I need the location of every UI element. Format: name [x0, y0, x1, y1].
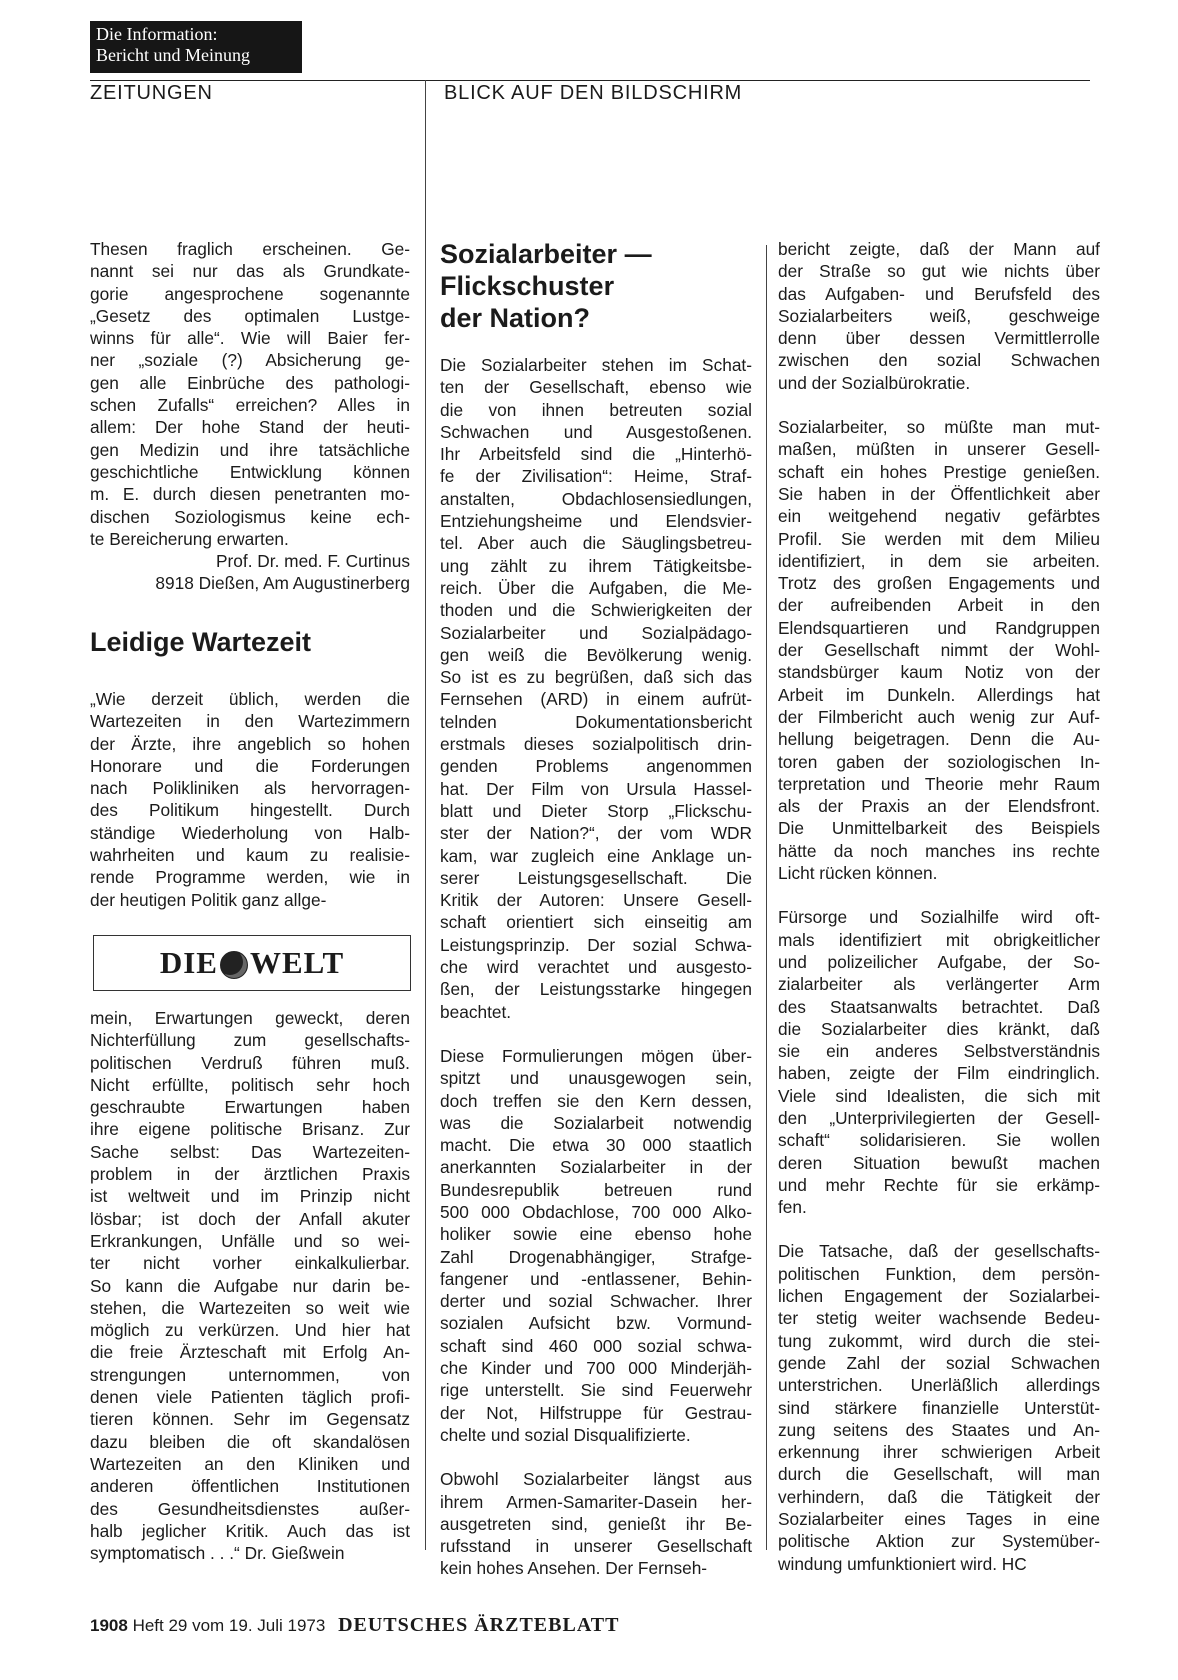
text-line: geschichtliche Entwicklung können — [90, 461, 410, 482]
text-line: verhindern, daß die Tätigkeit der — [778, 1486, 1100, 1507]
text-line: Zahl Drogenabhängiger, Strafge- — [440, 1246, 752, 1267]
text-line: des Gesundheitsdienstes außer- — [90, 1498, 410, 1519]
text-line: Nicht erfüllte, politisch sehr hoch — [90, 1074, 410, 1095]
text-line: Sozialarbeiters weiß, geschweige — [778, 305, 1100, 326]
text-line: anderen öffentlichen Institutionen — [90, 1476, 410, 1497]
text-line: der Straße so gut wie nichts über — [778, 261, 1100, 282]
text-line: doch treffen sie den Kern dessen, — [440, 1090, 752, 1111]
text-line: che wird verachtet und ausgesto- — [440, 957, 752, 978]
text-line: che Kinder und 700 000 Minderjäh- — [440, 1358, 752, 1379]
article-headline-wartezeit: Leidige Wartezeit — [90, 627, 312, 657]
text-line: Sozialarbeiter eines Tages in eine — [778, 1509, 1100, 1530]
text-line: zung seitens des Staates und An- — [778, 1419, 1100, 1440]
text-line: geschraubte Erwartungen haben — [90, 1097, 410, 1118]
text-line: Honorare und die Forderungen — [90, 755, 410, 776]
wartezeit-text-top — [90, 688, 410, 911]
text-line: durch die Gesellschaft, will man — [778, 1464, 1100, 1485]
text-line: tieren können. Sehr im Gegensatz — [90, 1409, 410, 1430]
text-line: der aufreibenden Arbeit in den — [778, 595, 1100, 616]
text-line: Schwachen und Ausgestoßenen. — [440, 421, 752, 442]
text-line: symptomatisch . . .“ Dr. Gießwein — [90, 1543, 345, 1564]
text-line: den „Unterprivilegierten der Gesell- — [778, 1107, 1100, 1128]
text-line: stehen, die Wartezeiten so weit wie — [90, 1297, 410, 1318]
text-line: wahrheiten und kaum zu realisie- — [90, 845, 410, 866]
text-line: die freie Ärzteschaft mit Erfolg An- — [90, 1342, 410, 1363]
text-line: Elendsquartieren und Randgruppen — [778, 617, 1100, 638]
text-line: holiker sowie eine ebenso hohe — [440, 1224, 752, 1245]
page-footer — [90, 1614, 619, 1637]
text-line: ausgetreten sind, genießt ihr Be- — [440, 1513, 752, 1534]
signature-address: 8918 Dießen, Am Augustinerberg — [155, 573, 410, 594]
text-line: nannt sei nur das als Grundkate- — [90, 261, 410, 282]
text-line: 500 000 Obdachlose, 700 000 Alko- — [440, 1201, 752, 1222]
text-line: mals identifiziert mit obrigkeitlicher — [778, 929, 1100, 950]
text-line: gen weiß die Bevölkerung wenig. — [440, 644, 752, 665]
text-line: gen alle Einbrüche des pathologi- — [90, 372, 410, 393]
text-line: möglich zu verkürzen. Und hier hat — [90, 1320, 410, 1341]
text-line: und mehr Rechte für sie erkämp- — [778, 1174, 1100, 1195]
text-line: ein weitgehend negativ gefärbtes — [778, 506, 1100, 527]
text-line: fangener und -entlassener, Behin- — [440, 1268, 752, 1289]
section-label-box — [90, 21, 302, 73]
text-line: erkennung ihrer schwierigen Arbeit — [778, 1442, 1100, 1463]
logo-text-welt: WELT — [249, 945, 345, 980]
text-line: Leistungsprinzip. Der sozial Schwa- — [440, 934, 752, 955]
text-line: dischen Soziologismus keine ech- — [90, 506, 410, 527]
text-line: Erkrankungen, Unfälle und so wei- — [90, 1230, 410, 1251]
text-line: genden Problems angenommen — [440, 756, 752, 777]
text-line: der Ärzte, ihre angeblich so hohen — [90, 733, 410, 754]
issue-info: Heft 29 vom 19. Juli 1973 — [132, 1616, 326, 1635]
text-line: Diese Formulierungen mögen über- — [440, 1045, 752, 1066]
text-line: erstmals dieses sozialpolitisch drin- — [440, 734, 752, 755]
section-title-left: ZEITUNGEN — [90, 82, 213, 104]
text-line: macht. Die etwa 30 000 staatlich — [440, 1135, 752, 1156]
text-line: tung zukommt, wird durch die stei- — [778, 1330, 1100, 1351]
text-line: So ist es zu begrüßen, daß sich das — [440, 667, 752, 688]
globe-icon — [220, 951, 248, 979]
text-line: maßen, müßten in unserer Gesell- — [778, 439, 1100, 460]
text-line: Obwohl Sozialarbeiter längst aus — [440, 1469, 752, 1490]
text-line: derter und sozial Schwacher. Ihrer — [440, 1291, 752, 1312]
text-line: Bundesrepublik betreuen rund — [440, 1179, 752, 1200]
text-line: schaft ein hohes Prestige genießen. — [778, 461, 1100, 482]
text-line: schaft“ solidarisieren. Sie wollen — [778, 1130, 1100, 1151]
section-title-right: BLICK AUF DEN BILDSCHIRM — [444, 82, 743, 104]
text-line: ten der Gesellschaft, ebenso wie — [440, 377, 752, 398]
text-line: ständige Wiederholung von Halb- — [90, 822, 410, 843]
text-line: des Staatsanwalts betrachtet. Daß — [778, 996, 1100, 1017]
letter-ending — [90, 238, 410, 550]
text-line: rige unterstellt. Sie sind Feuerwehr — [440, 1380, 752, 1401]
column-divider-2 — [766, 245, 767, 1550]
text-line: Entziehungsheime und Elendsvier- — [440, 511, 752, 532]
text-line: spitzt und unausgewogen sein, — [440, 1068, 752, 1089]
text-line: Nichterfüllung zum gesellschafts- — [90, 1030, 410, 1051]
text-line: Trotz des großen Engagements und — [778, 573, 1100, 594]
text-line: Sache selbst: Das Wartezeiten- — [90, 1141, 410, 1162]
text-line: telnden Dokumentationsbericht — [440, 711, 752, 732]
text-line: Sozialarbeiter, so müßte man mut- — [778, 417, 1100, 438]
text-line: sind stärkere finanzielle Unterstüt- — [778, 1397, 1100, 1418]
text-line: der Not, Hilfstruppe für Gestrau- — [440, 1402, 752, 1423]
text-line: hat. Der Film von Ursula Hassel- — [440, 778, 752, 799]
text-line: Fürsorge und Sozialhilfe wird oft- — [778, 907, 1100, 928]
text-line: ung zählt zu ihrem Tätigkeitsbe- — [440, 555, 752, 576]
text-line: anerkannten Sozialarbeiter in der — [440, 1157, 752, 1178]
text-line: terpretation und Theorie mehr Raum — [778, 773, 1100, 794]
top-rule — [90, 80, 1090, 81]
text-line: fen. — [778, 1197, 807, 1218]
text-line: problem in der ärztlichen Praxis — [90, 1164, 410, 1185]
text-line: hellung beigetragen. Denn die Au- — [778, 729, 1100, 750]
text-line: zialarbeiter als verlängerter Arm — [778, 974, 1100, 995]
section-label-line2: Bericht und Meinung — [96, 45, 250, 65]
wartezeit-text-bottom — [90, 1007, 410, 1564]
text-line: thoden und die Schwierigkeiten der — [440, 600, 752, 621]
text-line: Kritik der Autoren: Unsere Gesell- — [440, 890, 752, 911]
text-line: der Filmbericht auch wenig zur Auf- — [778, 706, 1100, 727]
column-1 — [90, 238, 410, 595]
text-line: Ihr Arbeitsfeld sind die „Hinterhö- — [440, 444, 752, 465]
text-line: und polizeilicher Aufgabe, der So- — [778, 951, 1100, 972]
text-line: und der Sozialbürokratie. — [778, 372, 971, 393]
text-line: serer Leistungsgesellschaft. Die — [440, 867, 752, 888]
text-line: ihre eigene politische Brisanz. Zur — [90, 1119, 410, 1140]
text-line: ter nicht vorher einkalkulierbar. — [90, 1253, 410, 1274]
text-line: Sie haben in der Öffentlichkeit aber — [778, 483, 1100, 504]
text-line: ner „soziale (?) Absicherung ge- — [90, 350, 410, 371]
column-2 — [440, 238, 752, 1580]
text-line: politischen Funktion, dem persön- — [778, 1263, 1100, 1284]
text-line: Licht rücken können. — [778, 863, 938, 884]
text-line: windung umfunktioniert wird. HC — [778, 1553, 1027, 1574]
text-line: strengungen unternommen, von — [90, 1364, 410, 1385]
text-line: reich. Über die Aufgaben, die Me- — [440, 577, 752, 598]
text-line: halb jeglicher Kritik. Auch das ist — [90, 1520, 410, 1541]
text-line: Die Sozialarbeiter stehen im Schat- — [440, 355, 752, 375]
text-line: gorie angesprochene sogenannte — [90, 283, 410, 304]
text-line: ist weltweit und im Prinzip nicht — [90, 1186, 410, 1207]
text-line: gen Medizin und ihre tatsächliche — [90, 439, 410, 460]
text-line: hätte da noch manches ins rechte — [778, 840, 1100, 861]
text-line: als der Praxis an der Elendsfront. — [778, 796, 1100, 817]
text-line: bericht zeigte, daß der Mann auf — [778, 239, 1100, 259]
column-1-article — [90, 626, 410, 658]
text-line: Viele sind Idealisten, die sich mit — [778, 1085, 1100, 1106]
text-line: Die Unmittelbarkeit des Beispiels — [778, 818, 1100, 839]
text-line: Wartezeiten an den Kliniken und — [90, 1453, 410, 1474]
page-number: 1908 — [90, 1616, 128, 1635]
column-divider-1 — [425, 80, 426, 1550]
text-line: denen viele Patienten täglich profi- — [90, 1387, 410, 1408]
text-line: beachtet. — [440, 1001, 512, 1022]
headline-line-3: der Nation? — [440, 303, 591, 333]
text-line: anstalten, Obdachlosensiedlungen, — [440, 488, 752, 509]
column-3 — [778, 238, 1100, 1575]
text-line: deren Situation bewußt machen — [778, 1152, 1100, 1173]
text-line: gende Zahl der sozial Schwachen — [778, 1352, 1100, 1373]
text-line: lichen Engagement der Sozialarbei- — [778, 1286, 1100, 1307]
text-line: unterstrichen. Unerläßlich allerdings — [778, 1375, 1100, 1396]
magazine-title: DEUTSCHES ÄRZTEBLATT — [338, 1614, 620, 1636]
signature-name: Prof. Dr. med. F. Curtinus — [216, 551, 410, 572]
headline-line-2: Flickschuster — [440, 271, 615, 301]
text-line: tel. Aber auch die Säuglingsbetreu- — [440, 533, 752, 554]
text-line: identifiziert, in dem sie arbeiten. — [778, 550, 1100, 571]
text-line: Arbeit im Dunkeln. Allerdings hat — [778, 684, 1100, 705]
text-line: Thesen fraglich erscheinen. Ge- — [90, 239, 410, 259]
text-line: schen Zufalls“ erreichen? Alles in — [90, 395, 410, 416]
text-line: Sozialarbeiter und Sozialpädago- — [440, 622, 752, 643]
text-line: die Sozialarbeiter dies kränkt, daß — [778, 1018, 1100, 1039]
text-line: chelte und sozial Disqualifizierte. — [440, 1424, 691, 1445]
text-line: nach Polikliniken als hervorragen- — [90, 778, 410, 799]
die-welt-logo — [93, 935, 411, 991]
text-line: rufsstand in unserer Gesellschaft — [440, 1536, 752, 1557]
text-line: Fernsehen (ARD) in einem aufrüt- — [440, 689, 752, 710]
section-label-line1: Die Information: — [96, 24, 218, 44]
text-line: schaft sind 460 000 sozial schwa- — [440, 1335, 752, 1356]
text-line: ter stetig weiter wachsende Bedeu- — [778, 1308, 1100, 1329]
text-line: blatt und Dieter Storp „Flickschu- — [440, 800, 752, 821]
text-line: Die Tatsache, daß der gesellschafts- — [778, 1241, 1100, 1262]
text-line: sie ein anderes Selbstverständnis — [778, 1041, 1100, 1062]
text-line: mein, Erwartungen geweckt, deren — [90, 1008, 410, 1028]
text-line: ster der Nation?“, der vom WDR — [440, 823, 752, 844]
text-line: sozialen Aufsicht bzw. Vormund- — [440, 1313, 752, 1334]
text-line: allem: Der hohe Stand der heuti- — [90, 417, 410, 438]
text-line: kein hohes Ansehen. Der Fernseh- — [440, 1558, 708, 1579]
headline-line-1: Sozialarbeiter — — [440, 239, 652, 269]
text-line: winns für alle“. Wie will Baier fer- — [90, 328, 410, 349]
text-line: m. E. durch diesen penetranten mo- — [90, 484, 410, 505]
text-line: das Aufgaben- und Berufsfeld des — [778, 283, 1100, 304]
text-line: der heutigen Politik ganz allge- — [90, 889, 327, 910]
text-line: des Politikum hingestellt. Durch — [90, 800, 410, 821]
text-line: politischen Verdruß führen muß. — [90, 1052, 410, 1073]
text-line: fe der Zivilisation“: Heime, Straf- — [440, 466, 752, 487]
text-line: Wartezeiten in den Wartezimmern — [90, 711, 410, 732]
text-line: ihrem Armen-Samariter-Dasein her- — [440, 1491, 752, 1512]
text-line: der Gesellschaft nimmt der Wohl- — [778, 640, 1100, 661]
text-line: schaft orientiert sich einseitig am — [440, 912, 752, 933]
text-line: denn über dessen Vermittlerrolle — [778, 328, 1100, 349]
text-line: lösbar; ist doch der Anfall akuter — [90, 1208, 410, 1229]
text-line: So kann die Aufgabe nur darin be- — [90, 1275, 410, 1296]
text-line: te Bereicherung erwarten. — [90, 528, 289, 549]
text-line: haben, zeigte der Film eindringlich. — [778, 1063, 1100, 1084]
text-line: rende Programme werden, wie in — [90, 867, 410, 888]
logo-text-die: DIE — [159, 945, 218, 980]
text-line: was die Sozialarbeit notwendig — [440, 1112, 752, 1133]
text-line: die von ihnen betreuten sozial — [440, 399, 752, 420]
text-line: toren gaben der soziologischen In- — [778, 751, 1100, 772]
text-line: ßen, der Leistungsstarke hingegen — [440, 979, 752, 1000]
text-line: „Gesetz des optimalen Lustge- — [90, 305, 410, 326]
text-line: standsbürger kaum Notiz von der — [778, 662, 1100, 683]
text-line: dazu bleiben die oft skandalösen — [90, 1431, 410, 1452]
text-line: „Wie derzeit üblich, werden die — [90, 689, 410, 709]
text-line: kam, war zugleich eine Anklage un- — [440, 845, 752, 866]
text-line: Profil. Sie werden mit dem Milieu — [778, 528, 1100, 549]
text-line: politische Aktion zur Systemüber- — [778, 1531, 1100, 1552]
text-line: zwischen den sozial Schwachen — [778, 350, 1100, 371]
